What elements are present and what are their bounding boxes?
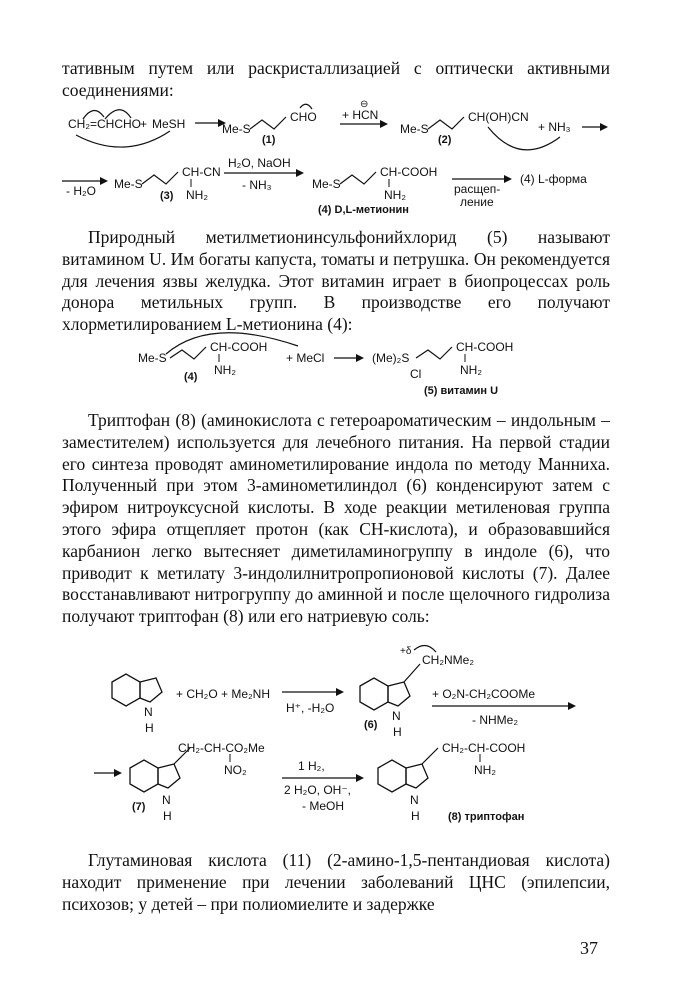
paragraph-tryptophan: Триптофан (8) (аминокислота с гетероароматическим – индольным – заместителем) используется для лечебного питания. На первой стадии его синтеза проводят аминометилирование индола по методу Манниха. Полученный при этом 3-аминометилиндол (6) конденсируют затем с эфиром нитроуксусной кислоты. В ходе реакции метиленовая группа этого эфира отщепляет протон (как CH-кислота), и образовавшийся карбанион легко вытесняет диметиламиногруппу в индоле (6), что приводит к метилату 3-индолилнитропропионовой кислоты (7). Далее восстанавливают нитрогруппу до аминной и после щелочного гидролиза получают триптофан (8) или его натриевую соль: <box>62 410 610 627</box>
curved-arrow-3 <box>76 131 170 147</box>
scheme-methionine <box>0 95 675 220</box>
cond-1: H⁺, -H₂O <box>286 701 335 715</box>
label-6: (6) <box>364 719 378 731</box>
nh-n: N <box>144 705 153 719</box>
minus-meoh: - MeOH <box>302 799 344 813</box>
step-2: 2 H₂O, OH⁻, <box>284 783 352 797</box>
chain-4 <box>340 172 376 184</box>
plus: + <box>140 117 148 131</box>
n8: N <box>410 793 419 807</box>
resolution-2: ление <box>460 195 494 209</box>
paragraph-top: тативным путем или раскристаллизацией с оптически активными соединениями: <box>62 58 610 100</box>
n7: N <box>162 793 171 807</box>
scheme1-row2 <box>62 156 587 216</box>
chain-1 <box>250 117 286 129</box>
mesh: MeSH <box>152 117 186 131</box>
h6: H <box>393 725 402 739</box>
cl: Cl <box>410 367 422 381</box>
scheme1-row1 <box>68 99 608 150</box>
label-dl-methionine: (4) D,L-метионин <box>318 204 409 216</box>
page-number: 37 <box>580 938 598 958</box>
step-1: 1 H₂, <box>298 759 325 773</box>
nh-h: H <box>145 721 154 735</box>
chcn: CH-CN <box>182 165 221 179</box>
mes-1: Me-S <box>222 122 251 136</box>
acrolein: CH₂=CHCHO <box>68 117 141 131</box>
indole-start <box>112 674 162 735</box>
label-3: (3) <box>160 190 174 202</box>
paragraph-glutamic: Глутаминовая кислота (11) (2-амино-1,5-пентандиовая кислота) находит применение при лечении заболеваний ЦНС (эпилепсии, психозов; у детей – при полиомиелите и задержке <box>62 850 610 914</box>
ch2-acid: CH₂-CH-COOH <box>442 741 526 755</box>
nh2-3: NH₂ <box>186 188 208 202</box>
label-1: (1) <box>262 134 276 146</box>
label-7: (7) <box>132 801 146 813</box>
indole-8 <box>378 741 525 823</box>
mecl: + MeCl <box>286 351 325 365</box>
resolution-1: расщеп- <box>454 182 501 196</box>
nh3: + NH₃ <box>538 120 571 134</box>
cho: CHO <box>290 110 317 124</box>
no2: NO₂ <box>224 763 247 777</box>
mes-3: Me-S <box>114 177 143 191</box>
n6: N <box>392 709 401 723</box>
scheme-vitamin-u <box>0 318 675 408</box>
chain-3 <box>142 172 178 184</box>
label-2: (2) <box>438 134 452 146</box>
chain-2 <box>428 117 464 129</box>
scheme-tryptophan <box>0 640 675 845</box>
nh2-4: NH₂ <box>384 188 406 202</box>
curved-arrow-4 <box>300 104 312 109</box>
curved-arrow <box>414 645 436 652</box>
minus-h2o: - H₂O <box>66 184 96 198</box>
indole-7 <box>130 741 265 823</box>
nh2: NH₂ <box>214 363 236 377</box>
mes-4: Me-S <box>312 177 341 191</box>
hcn-charge: ⊖ <box>360 99 369 110</box>
ch2-ester: CH₂-CH-CO₂Me <box>178 741 265 755</box>
me2s: (Me)₂S <box>372 351 410 365</box>
nh2-5: NH₂ <box>460 363 482 377</box>
chcooh-4: CH-COOH <box>380 165 438 179</box>
product-l-form: (4) L-форма <box>520 172 587 186</box>
ester: + O₂N-CH₂COOMe <box>432 687 535 701</box>
mes-2: Me-S <box>400 122 429 136</box>
paragraph-vitamin-u: Природный метилметионинсульфонийхлорид (5) называют витамином U. Им богаты капуста, томаты и петрушка. Он рекомендуется для лечения язвы желудка. Этот витамин играет в биопроцессах роль донора метильных групп. В производстве его получают хлорметилированием L-метионина (4): <box>62 227 610 335</box>
h8: H <box>411 809 420 823</box>
hydrolysis: H₂O, NaOH <box>228 156 291 170</box>
label-tryptophan: (8) триптофан <box>448 811 525 823</box>
hcn: + HCN <box>342 108 379 122</box>
ch-oh-cn: CH(OH)CN <box>468 110 529 124</box>
delta: +δ <box>400 646 412 657</box>
ch2nme2: CH₂NMe₂ <box>422 653 474 667</box>
nh2-8: NH₂ <box>474 763 496 777</box>
chcooh: CH-COOH <box>210 340 268 354</box>
chcooh-5: CH-COOH <box>456 340 514 354</box>
minus-nhme2: - NHMe₂ <box>472 713 518 727</box>
reagents-1: + CH₂O + Me₂NH <box>176 687 271 701</box>
minus-nh3: - NH₃ <box>242 178 272 192</box>
label-vitamin-u: (5) витамин U <box>424 385 499 397</box>
h7: H <box>163 809 172 823</box>
mes: Me-S <box>138 351 167 365</box>
label-4: (4) <box>184 371 198 383</box>
